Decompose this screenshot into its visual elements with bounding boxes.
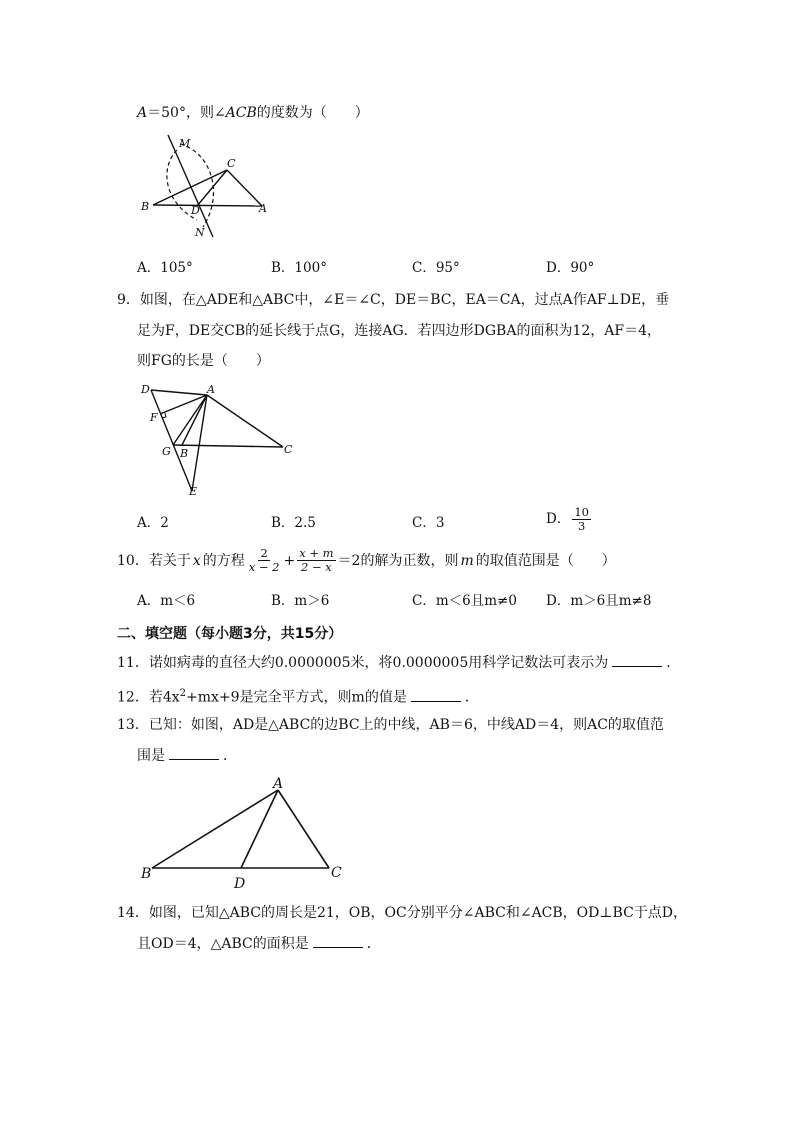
q8-option-b[interactable]: B．100° [271, 260, 327, 276]
q11-text: 诺如病毒的直径大约0.0000005米，将0.0000005用科学记数法可表示为 [148, 655, 609, 671]
q8-label-n: N [195, 226, 205, 239]
q12-number: 12． [117, 689, 149, 706]
q9-label-f: F [150, 411, 158, 424]
q9-option-d-fraction [572, 506, 591, 533]
q12-text-mid: +mx+9是完全平方式，则m的值是 [186, 689, 407, 706]
q8-label-a: A [259, 202, 267, 215]
q9-figure [135, 383, 295, 498]
q8-var-a: A [137, 105, 148, 121]
q13-label-d: D [234, 876, 246, 890]
q10-fraction-1 [247, 547, 282, 574]
q12-stem [117, 685, 479, 707]
q9-line-3: 则FG的长是（ ） [137, 353, 270, 369]
q9-line-2: 足为F，DE交CB的延长线于点G，连接AG．若四边形DGBA的面积为12，AF＝4， [137, 323, 661, 339]
q9-label-d: D [141, 383, 150, 396]
q9-label-b: B [180, 447, 189, 460]
q8-stem-tail [137, 104, 369, 122]
q9-label-e: E [189, 485, 198, 498]
q10-text-mid: 的方程 [202, 552, 245, 569]
q12-text-pre: 若4x [148, 689, 180, 706]
q9-option-d-denominator: 3 [577, 519, 586, 533]
q8-text-mid: ＝50°，则∠ [147, 105, 226, 121]
q10-option-d[interactable]: D．m＞6且m≠8 [546, 593, 652, 609]
q9-option-d-numerator: 10 [574, 505, 589, 519]
q13-label-a: A [273, 776, 284, 792]
q13-line-2 [137, 747, 237, 765]
q13-number: 13． [117, 717, 149, 733]
q10-stem [117, 547, 616, 574]
q9-text-1: 如图，在△ADE和△ABC中，∠E＝∠C，DE＝BC，EA＝CA，过点A作AF⊥DE，垂 [139, 292, 670, 308]
q10-text-post: 的取值范围是（ ） [475, 552, 616, 569]
q10-var-x: x [192, 552, 201, 569]
q9-option-b[interactable]: B．2.5 [271, 515, 316, 531]
q10-frac2-numerator: x + m [299, 546, 334, 560]
q13-text-1: 已知：如图，AD是△ABC的边BC上的中线，AB＝6，中线AD＝4，则AC的取值范 [148, 717, 664, 733]
q13-label-c: C [331, 865, 342, 881]
q10-text-pre: 若关于 [148, 552, 191, 569]
q14-answer-blank[interactable] [313, 935, 363, 948]
q10-option-a[interactable]: A．m＜6 [137, 593, 196, 609]
q9-label-c: C [284, 443, 293, 456]
q8-label-c: C [227, 157, 236, 170]
q10-option-b[interactable]: B．m＞6 [271, 593, 330, 609]
q8-var-acb: ACB [225, 105, 257, 121]
q13-end: ． [223, 748, 237, 764]
q8-option-c[interactable]: C．95° [412, 260, 460, 276]
q10-frac2-denominator: 2 − x [301, 560, 332, 574]
q11-answer-blank[interactable] [612, 654, 662, 667]
q9-line-1 [117, 291, 669, 309]
q10-plus: + [283, 552, 296, 569]
q13-label-b: B [141, 866, 152, 882]
q9-label-g: G [162, 445, 171, 458]
q8-label-m: M [179, 137, 191, 150]
q11-end: ． [666, 655, 681, 671]
q13-figure [138, 775, 358, 890]
q14-number: 14． [117, 905, 149, 921]
q10-frac1-numerator: 2 [260, 546, 268, 560]
q10-fraction-2 [297, 547, 335, 574]
q8-label-d: D [191, 204, 200, 217]
q10-option-c[interactable]: C．m＜6且m≠0 [412, 593, 517, 609]
q9-label-a: A [207, 383, 215, 396]
q8-label-b: B [141, 200, 150, 213]
q9-option-a[interactable]: A．2 [137, 515, 169, 531]
q13-answer-blank[interactable] [169, 747, 219, 760]
q8-figure [135, 132, 275, 242]
q10-var-m: m [460, 552, 474, 569]
q11-number: 11． [117, 655, 149, 671]
q12-exponent: 2 [179, 688, 187, 699]
q14-line-2 [137, 935, 381, 953]
q9-number: 9． [117, 292, 140, 308]
q8-option-d[interactable]: D．90° [546, 260, 595, 276]
q14-text-1: 如图，已知△ABC的周长是21，OB，OC分别平分∠ABC和∠ACB，OD⊥BC于点D， [148, 905, 688, 921]
q13-text-2: 围是 [137, 748, 165, 764]
q8-option-a[interactable]: A．105° [137, 260, 193, 276]
q9-option-d-label: D． [546, 511, 571, 527]
section-2-title: 二、填空题（每小题3分，共15分） [117, 626, 343, 642]
q12-answer-blank[interactable] [411, 689, 461, 702]
q9-option-d[interactable] [546, 506, 593, 533]
q9-option-c[interactable]: C．3 [412, 515, 445, 531]
q11-stem [117, 654, 680, 672]
q12-end: ． [464, 689, 479, 706]
q14-end: ． [366, 936, 381, 952]
q10-text-eq: ＝2的解为正数，则 [337, 552, 459, 569]
q10-number: 10． [117, 552, 149, 569]
q13-line-1 [117, 716, 664, 734]
q10-frac1-denominator: x − 2 [248, 560, 280, 574]
q14-line-1 [117, 904, 687, 922]
q8-text-end: 的度数为（ ） [256, 105, 369, 121]
q14-text-2: 且OD＝4，△ABC的面积是 [137, 936, 309, 952]
